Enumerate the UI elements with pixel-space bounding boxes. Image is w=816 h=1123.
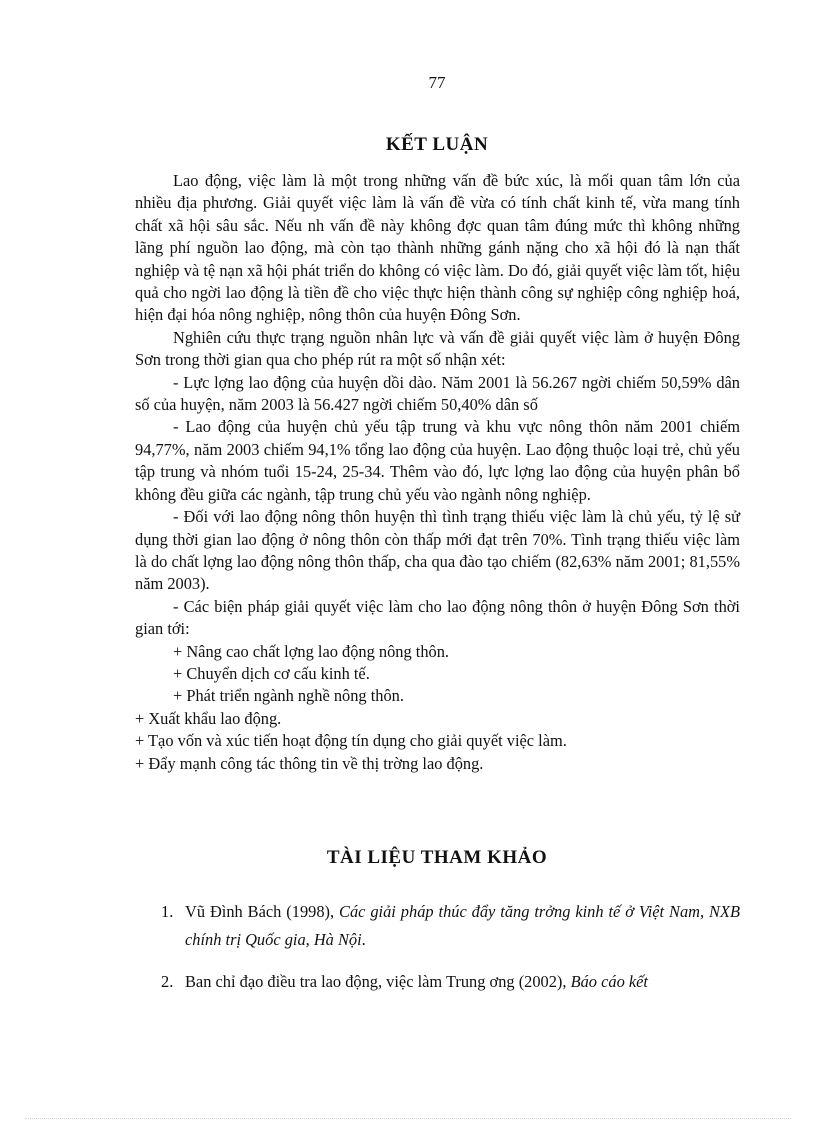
conclusion-paragraph: - Lao động của huyện chủ yếu tập trung và khu vực nông thôn năm 2001 chiếm 94,77%, năm 2003 chiếm 94,1% tổng lao động của huyện. Lao động thuộc loại trẻ, chủ yếu tập trung và nhóm tuổi 15-24, 25-34. Thêm vào đó, lực lợng lao động của huyện phân bổ không đều giữa các ngành, tập trung chủ yếu vào ngành nông nghiệp. [135,417,740,504]
page-bottom-divider [25,1118,791,1119]
reference-tail: . [361,930,366,949]
reference-item [135,898,740,954]
conclusion-paragraph: Nghiên cứu thực trạng nguồn nhân lực và vấn đề giải quyết việc làm ở huyện Đông Sơn trong thời gian qua cho phép rút ra một số nhận xét: [135,327,740,370]
measure-item: + Đẩy mạnh công tác thông tin về thị trờng lao động. [135,753,484,773]
conclusion-paragraph: - Lực lợng lao động của huyện dồi dào. Năm 2001 là 56.267 ngời chiếm 50,59% dân số của huyện, năm 2003 là 56.427 ngời chiếm 50,40% dân số [135,372,740,415]
conclusion-paragraph: - Các biện pháp giải quyết việc làm cho lao động nông thôn ở huyện Đông Sơn thời gian tới: [135,596,740,639]
reference-title: Báo cáo kết [570,972,648,991]
measure-item: + Phát triển ngành nghề nông thôn. [173,686,404,706]
reference-authors: Ban chỉ đạo điều tra lao động, việc làm Trung ơng (2002), [185,972,571,991]
measure-item: + Xuất khẩu lao động. [135,708,282,728]
reference-number: 2. [161,972,174,991]
reference-item [135,968,740,996]
conclusion-body [135,170,740,775]
page-number: 77 [428,73,446,92]
conclusion-heading: KẾT LUẬN [385,134,489,155]
conclusion-paragraph: Lao động, việc làm là một trong những vấn đề bức xúc, là mối quan tâm lớn của nhiều địa phương. Giải quyết việc làm là vấn đề vừa có tính chất kinh tế, vừa mang tính chất xã hội sâu sắc. Nếu nh vấn đề này không đợc quan tâm đúng mức thì không những lãng phí nguồn lao động, mà còn tạo thành những gánh nặng cho xã hội đó là nạn thất nghiệp và tệ nạn xã hội phát triển do không có việc làm. Do đó, giải quyết việc làm tốt, hiệu quả cho ngời lao động là tiền đề cho việc thực hiện thành công sự nghiệp công nghiệp hoá, hiện đại hóa nông nghiệp, nông thôn của huyện Đông Sơn. [135,171,740,325]
references-heading: TÀI LIỆU THAM KHẢO [326,847,548,868]
measure-item: + Chuyển dịch cơ cấu kinh tế. [173,663,370,683]
reference-authors: Vũ Đình Bách (1998), [185,902,340,921]
measure-item: + Tạo vốn và xúc tiến hoạt động tín dụng cho giải quyết việc làm. [135,731,567,751]
reference-list [135,898,740,1010]
measure-item: + Nâng cao chất lợng lao động nông thôn. [173,641,450,661]
conclusion-paragraph: - Đối với lao động nông thôn huyện thì tình trạng thiếu việc làm là chủ yếu, tỷ lệ sử dụng thời gian lao động ở nông thôn còn thấp mới đạt trên 70%. Tình trạng thiếu việc làm là do chất lợng lao động nông thôn thấp, cha qua đào tạo chiếm (82,63% năm 2001; 81,55% năm 2003). [135,507,740,594]
reference-number: 1. [161,902,174,921]
reference-title: Các giải pháp thúc đẩy tăng trởng kinh tế ở Việt Nam, NXB chính trị Quốc gia, Hà Nội [185,902,740,949]
